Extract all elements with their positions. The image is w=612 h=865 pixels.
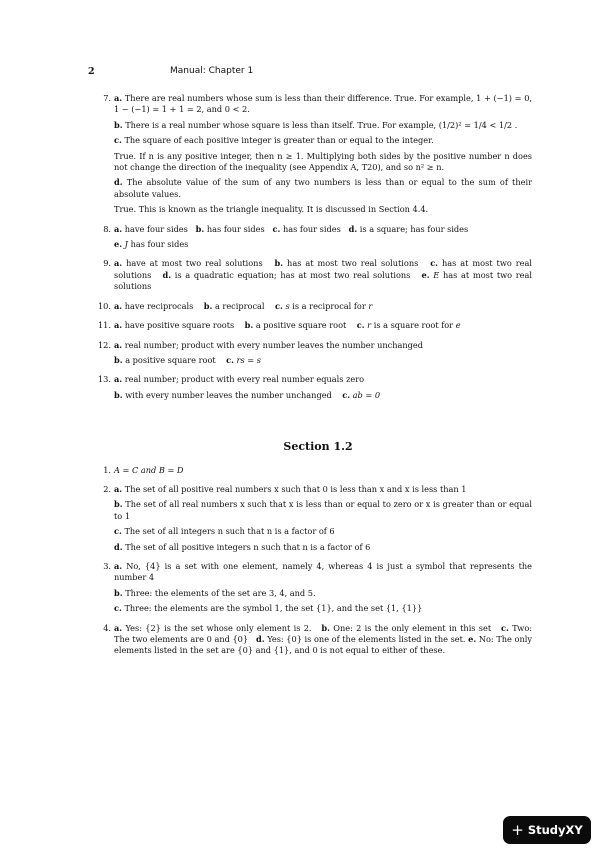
answer-8e: e. J has four sides	[114, 239, 189, 250]
answer-13bc: b. with every number leaves the number unchanged c. ab = 0	[114, 389, 381, 400]
exercise-number: 10.	[97, 300, 111, 311]
exercise-number: 7.	[103, 93, 111, 103]
answer-12a: a. real number; product with every number leaves the number unchanged	[114, 339, 423, 350]
answer-7b: b. There is a real number whose square is less than itself. True. For example, (1/2)² = 1/4 < 1/2 .	[114, 119, 518, 130]
exercise-12	[97, 339, 532, 367]
answer-s2c: c. The set of all integers n such that n is a factor of 6	[114, 526, 335, 537]
exercise-number: 11.	[97, 320, 111, 331]
exercise-number: 2.	[103, 483, 111, 494]
answer-s3c: c. Three: the elements are the symbol 1, the set {1}, and the set {1, {1}}	[114, 603, 423, 614]
studyxy-watermark	[503, 816, 591, 844]
answer-12bc: b. a positive square root c. rs = s	[114, 354, 261, 365]
section-exercise-2	[104, 484, 532, 553]
exercise-number: 1.	[103, 464, 111, 475]
page-content	[97, 93, 533, 661]
exercise-number: 13.	[97, 374, 111, 385]
answer-s3a: a. No, {4} is a set with one element, namely 4, whereas 4 is just a symbol that represents the number 4	[114, 560, 532, 583]
answer-9: a. have at most two real solutions b. has at most two real solutions c. has at most two real solutions d. is a quadratic equation; has at most two real solutions e. E has at most two real solutions	[114, 258, 533, 292]
answer-11: a. have positive square roots b. a positive square root c. r is a square root for e	[114, 320, 461, 331]
plus-icon: +	[511, 820, 524, 839]
exercise-number: 12.	[97, 339, 111, 350]
section-exercise-3	[104, 561, 532, 615]
answer-7d: d. The absolute value of the sum of any two numbers is less than or equal to the sum of their absolute values.	[114, 177, 532, 199]
exercise-9	[104, 258, 532, 292]
exercise-10	[97, 300, 532, 312]
answer-s2b: b. The set of all real numbers x such that x is less than or equal to zero or x is greater than or equal to 1	[114, 499, 532, 521]
answer-s2d: d. The set of all positive integers n such that n is a factor of 6	[114, 541, 371, 552]
answer-10: a. have reciprocals b. a reciprocal c. s is a reciprocal for r	[114, 300, 373, 311]
exercise-number: 8.	[103, 223, 111, 234]
exercise-7	[104, 93, 532, 216]
answer-7d-note: True. This is known as the triangle inequality. It is discussed in Section 4.4.	[114, 204, 429, 215]
answer-s2a: a. The set of all positive real numbers x such that 0 is less than x and x is less than 1	[114, 483, 467, 494]
exercise-number: 4.	[103, 622, 111, 633]
brand-name: StudyXY	[527, 823, 583, 837]
answer-s4: a. Yes: {2} is the set whose only element is 2. b. One: 2 is the only element in this set c. Two: The two elements are 0 and {0} d. Yes: {0} is one of the elements listed in the set. e. No: The only elements listed in the set are {0} and {1}, and 0 is not equal to either of these.	[114, 622, 533, 656]
answer-8a-d: a. have four sides b. has four sides c. has four sides d. is a square; has four sides	[114, 223, 469, 234]
answer-s1: A = C and B = D	[114, 464, 184, 475]
answer-s3b: b. Three: the elements of the set are 3, 4, and 5.	[114, 587, 316, 598]
answer-7c-proof: True. If n is any positive integer, then n ≥ 1. Multiplying both sides by the positive number n does not change the direction of the inequality (see Appendix A, T20), and so n² ≥ n.	[114, 150, 532, 173]
exercise-number: 9.	[103, 258, 111, 269]
page-header	[88, 66, 254, 77]
section-title: Section 1.2	[283, 440, 353, 454]
section-exercise-1	[104, 465, 532, 476]
exercise-8	[104, 224, 532, 251]
running-title: Manual: Chapter 1	[170, 66, 254, 76]
answer-7a: a. There are real numbers whose sum is less than their difference. True. For example, 1 + (−1) = 0, 1 − (−1) = 1 + 1 = 2, and 0 < 2.	[114, 93, 533, 115]
answer-7c: c. The square of each positive integer is greater than or equal to the integer.	[114, 135, 434, 146]
answer-13a: a. real number; product with every real number equals zero	[114, 374, 365, 385]
exercise-13	[97, 374, 532, 401]
section-exercise-4	[104, 623, 532, 657]
page-number: 2	[88, 66, 95, 77]
exercise-number: 3.	[103, 560, 111, 571]
exercise-11	[97, 320, 532, 331]
